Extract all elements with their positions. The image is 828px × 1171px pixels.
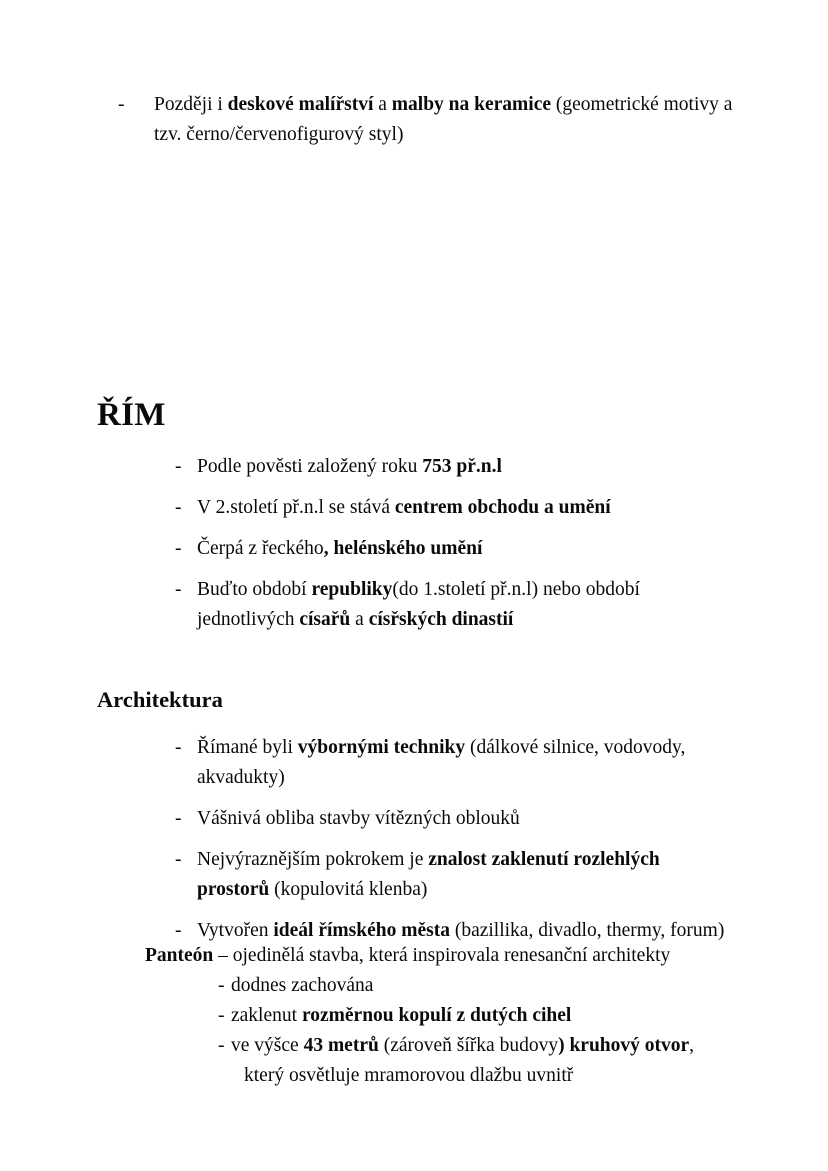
list-item-text-line2 [197,605,735,635]
list-item-text-line2: akvadukty) [197,767,285,788]
text-run: V 2.století př.n.l se stává [197,497,395,518]
text-run-bold: císařů [299,609,351,630]
text-run-bold: znalost zaklenutí rozlehlých [428,849,660,870]
bullet-marker: - [175,538,182,559]
intro-bullet-list [118,90,758,150]
bullet-marker: - [175,579,182,600]
text-run: ve výšce [231,1035,304,1056]
text-run-bold: 753 př.n.l [422,456,502,477]
text-run-bold: , helénského umění [323,538,483,559]
text-run: (do 1.století př.n.l) nebo období [392,579,640,600]
text-run-bold: rozměrnou kopulí z dutých cihel [301,1005,572,1026]
panteon-sub-item [218,1001,765,1031]
bullet-marker: - [175,808,182,829]
sub-bullet-marker: - [218,975,225,996]
text-run: tzv. černo/červenofigurový styl) [154,124,404,145]
list-item [175,804,755,834]
panteon-sub-text: dodnes zachována [231,975,374,996]
text-run: Později i [154,94,228,115]
text-run: a [373,94,392,115]
panteon-sub-text [231,1031,765,1061]
text-run-bold: 43 metrů [303,1035,379,1056]
bullet-marker: - [175,849,182,870]
panteon-lead-line [145,941,765,971]
text-run-bold: prostorů [197,879,270,900]
text-run: Čerpá z řeckého [197,538,324,559]
text-run: (bazillika, divadlo, thermy, forum) [449,920,725,941]
text-run: (geometrické motivy a [551,94,733,115]
list-item-text-line2 [197,875,755,905]
list-item-text [197,452,735,482]
text-run: (zároveň šířka budovy [378,1035,559,1056]
sub-bullet-marker: - [218,1035,225,1056]
list-item [175,452,735,482]
panteon-sub-item [218,971,765,1001]
text-run-bold: císřských dinastií [368,609,514,630]
text-run: Buďto období [197,579,312,600]
text-run: a [350,609,369,630]
panteon-sub-item [218,1031,765,1091]
text-run: , [689,1035,695,1056]
architektura-bullet-list [175,733,755,957]
list-item-text [197,845,755,905]
page-title-rim: ŘÍM [97,397,166,433]
text-run-bold: deskové malířství [227,94,374,115]
sub-bullet-marker: - [218,1005,225,1026]
text-run: Vytvořen [197,920,274,941]
panteon-name: Panteón [145,945,214,966]
bullet-marker: - [118,94,125,115]
panteon-block [145,941,765,1091]
list-item-text [197,534,735,564]
list-item-text [197,575,735,635]
text-run: jednotlivých [197,609,300,630]
rim-bullet-list [175,452,735,646]
text-run: Podle pověsti založený roku [197,456,423,477]
list-item [175,493,735,523]
text-run-bold: republiky [311,579,393,600]
text-run: zaklenut [231,1005,302,1026]
text-run-bold: výbornými techniky [297,737,466,758]
panteon-sub-text-continuation: který osvětluje mramorovou dlažbu uvnitř [244,1065,574,1086]
list-item-text [197,733,755,793]
section-title-architektura: Architektura [97,687,223,712]
list-item-text: Vášnivá obliba stavby vítězných oblouků [197,808,520,829]
list-item-text [197,493,735,523]
list-item-text [154,90,758,150]
text-run: (kopulovitá klenba) [269,879,428,900]
bullet-marker: - [175,456,182,477]
text-run-bold: ideál římského města [273,920,450,941]
bullet-marker: - [175,920,182,941]
text-run-bold: centrem obchodu a umění [394,497,611,518]
list-item [175,534,735,564]
text-run-bold: malby na keramice [391,94,552,115]
text-run: (dálkové silnice, vodovody, [465,737,686,758]
text-run: – ojedinělá stavba, která inspirovala renesanční architekty [213,945,671,966]
list-item [118,90,758,150]
bullet-marker: - [175,737,182,758]
text-run-bold: ) kruhový otvor [558,1035,690,1056]
text-run: Nejvýraznějším pokrokem je [197,849,429,870]
list-item [175,575,735,635]
bullet-marker: - [175,497,182,518]
list-item [175,845,755,905]
text-run: Římané byli [197,737,298,758]
list-item [175,733,755,793]
panteon-sub-text [231,1001,765,1031]
